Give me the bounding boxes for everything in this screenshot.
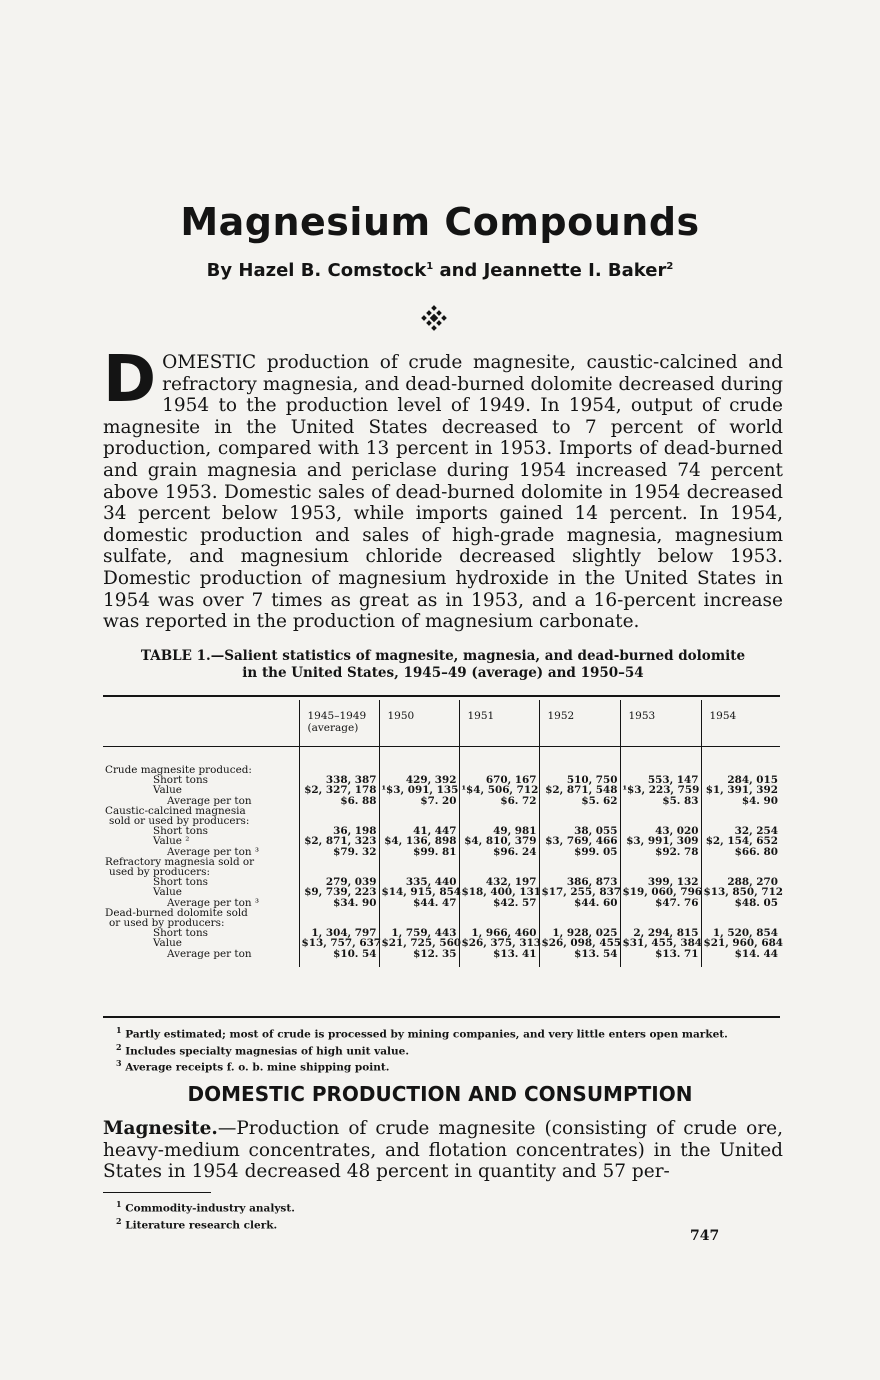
- table-footnote: $^2$ Includes specialty magnesias of high unit value.: [116, 1041, 409, 1057]
- table-cell: $19, 060, 796: [620, 887, 701, 897]
- table-footnote: $^1$ Partly estimated; most of crude is processed by mining companies, and very little enters open market.: [116, 1025, 728, 1041]
- table-cell: ¹$3, 223, 759: [620, 785, 701, 795]
- table-cell: $31, 455, 384: [620, 938, 701, 948]
- spacer-cell: [620, 747, 701, 766]
- table-cell: $3, 769, 466: [539, 836, 620, 846]
- column-header: 1953: [620, 700, 701, 747]
- table-cell: 1, 520, 854: [701, 928, 780, 938]
- table-cell: 49, 981: [459, 826, 539, 836]
- table-cell: 510, 750: [539, 775, 620, 785]
- table-cell: $6. 72: [459, 796, 539, 806]
- row-label: Average per ton: [167, 947, 252, 960]
- table-cell: 338, 387: [299, 775, 379, 785]
- table-cell: [299, 908, 379, 918]
- table-body: [103, 747, 784, 967]
- row-label: Caustic-calcined magnesia: [105, 804, 246, 817]
- table-cell: $10. 54: [299, 949, 379, 959]
- table-cell: $18, 400, 131: [459, 887, 539, 897]
- table-cell: 1, 304, 797: [299, 928, 379, 938]
- table-cell: 670, 167: [459, 775, 539, 785]
- column-header: 1954: [701, 700, 780, 747]
- byline-prefix: By: [206, 260, 239, 281]
- table-cell: $4. 90: [701, 796, 780, 806]
- table-cell: $66. 80: [701, 847, 780, 857]
- table-cell: $4, 810, 379: [459, 836, 539, 846]
- table-cell: $34. 90: [299, 898, 379, 908]
- table-cell: $13. 41: [459, 949, 539, 959]
- table-cell: $17, 255, 837: [539, 887, 620, 897]
- footnote-rule: [103, 1192, 211, 1193]
- table-caption-line-2: in the United States, 1945–49 (average) and 1950–54: [242, 665, 644, 681]
- column-header: 1945–1949 (average): [299, 700, 379, 747]
- table-cell: 335, 440: [379, 877, 459, 887]
- column-header: [103, 700, 299, 747]
- table-cell: ¹$4, 506, 712: [459, 785, 539, 795]
- row-label: Value: [153, 784, 182, 797]
- author-2-mark: 2: [666, 261, 674, 272]
- table-cell: [299, 857, 379, 867]
- table-cell: $44. 60: [539, 898, 620, 908]
- table-header-row: [103, 700, 780, 747]
- author-2: Jeannette I. Baker: [483, 260, 667, 281]
- row-label: Crude magnesite produced:: [105, 764, 252, 776]
- spacer-cell: [539, 959, 620, 967]
- table-cell: 553, 147: [620, 775, 701, 785]
- table-cell: [379, 857, 459, 867]
- table-cell: 1, 928, 025: [539, 928, 620, 938]
- page-number: 747: [690, 1228, 720, 1244]
- table-cell: $6. 88: [299, 796, 379, 806]
- table-cell: 2, 294, 815: [620, 928, 701, 938]
- table-footnote: $^3$ Average receipts f. o. b. mine shipping point.: [116, 1058, 390, 1074]
- table-cell: 43, 020: [620, 826, 701, 836]
- table-cell: [701, 908, 780, 918]
- row-label: Value: [153, 937, 182, 950]
- table-cell: 41, 447: [379, 826, 459, 836]
- table-cell: $3, 991, 309: [620, 836, 701, 846]
- spacer-cell: [459, 959, 539, 967]
- table-cell: $26, 375, 313: [459, 938, 539, 948]
- paragraph-text: —Production of crude magnesite (consisting of crude ore, heavy-medium concentrates, and flotation concentrates) in the United States in 1954 decreased 48 percent in quantity and 57 per-: [103, 1118, 783, 1182]
- row-label: Dead-burned dolomite sold: [105, 906, 248, 919]
- table-caption: [103, 648, 783, 682]
- spacer-row: [103, 747, 780, 766]
- author-footnote: $^2$ Literature research clerk.: [116, 1215, 278, 1231]
- table-cell: 432, 197: [459, 877, 539, 887]
- page-title: Magnesium Compounds: [180, 200, 700, 244]
- table-cell: [459, 857, 539, 867]
- table-cell: 1, 966, 460: [459, 928, 539, 938]
- table-cell: [379, 806, 459, 816]
- spacer-cell: [620, 959, 701, 967]
- drop-cap: D: [103, 343, 157, 417]
- row-label: Short tons: [153, 876, 208, 889]
- spacer-cell: [701, 747, 780, 766]
- table-cell: 279, 039: [299, 877, 379, 887]
- table-cell: [620, 806, 701, 816]
- table-cell: 288, 270: [701, 877, 780, 887]
- table-footnotes: [116, 1024, 796, 1074]
- table-cell: $13. 54: [539, 949, 620, 959]
- table-cell: [459, 806, 539, 816]
- table-cell: 1, 759, 443: [379, 928, 459, 938]
- section-heading: DOMESTIC PRODUCTION AND CONSUMPTION: [187, 1082, 693, 1106]
- table-cell: $2, 327, 178: [299, 785, 379, 795]
- table-caption-line-1: TABLE 1.—Salient statistics of magnesite, magnesia, and dead-burned dolomite: [140, 648, 746, 664]
- table-cell: $1, 391, 392: [701, 785, 780, 795]
- column-header: 1952: [539, 700, 620, 747]
- table-cell: [539, 857, 620, 867]
- author-footnotes: [116, 1198, 616, 1231]
- table-cell: 284, 015: [701, 775, 780, 785]
- table-cell: [539, 806, 620, 816]
- table-cell: $99. 05: [539, 847, 620, 857]
- row-label: sold or used by producers:: [109, 815, 250, 828]
- author-1: Hazel B. Comstock: [238, 260, 427, 281]
- table-cell: $7. 20: [379, 796, 459, 806]
- spacer-row: [103, 959, 780, 967]
- table-cell: 32, 254: [701, 826, 780, 836]
- diamond-ornament-icon: [421, 305, 447, 331]
- table-cell: $26, 098, 455: [539, 938, 620, 948]
- spacer-cell: [103, 747, 299, 766]
- spacer-cell: [379, 747, 459, 766]
- table-cell: $2, 871, 323: [299, 836, 379, 846]
- author-footnote: $^1$ Commodity-industry analyst.: [116, 1199, 295, 1215]
- table-cell: $48. 05: [701, 898, 780, 908]
- salient-statistics-table: [103, 700, 784, 967]
- table-cell: $2, 154, 652: [701, 836, 780, 846]
- table-row: [103, 949, 780, 959]
- table-cell: $79. 32: [299, 847, 379, 857]
- row-label: Average per ton ³: [167, 896, 260, 909]
- table-cell: 386, 873: [539, 877, 620, 887]
- table-top-rule: [103, 695, 780, 697]
- table-cell: $44. 47: [379, 898, 459, 908]
- table-bottom-rule: [103, 1016, 780, 1018]
- table-cell: [701, 806, 780, 816]
- spacer-cell: [539, 747, 620, 766]
- spacer-cell: [379, 959, 459, 967]
- table-cell: 38, 055: [539, 826, 620, 836]
- spacer-cell: [701, 959, 780, 967]
- table-cell: [620, 908, 701, 918]
- spacer-cell: [299, 747, 379, 766]
- table-cell: $14. 44: [701, 949, 780, 959]
- table-cell: $2, 871, 548: [539, 785, 620, 795]
- table-cell: $21, 960, 684: [701, 938, 780, 948]
- byline: [0, 260, 880, 281]
- table-cell: $47. 76: [620, 898, 701, 908]
- row-label: Value ²: [153, 835, 190, 848]
- table-cell: $9, 739, 223: [299, 887, 379, 897]
- table-cell: $14, 915, 854: [379, 887, 459, 897]
- row-label: Short tons: [153, 927, 208, 940]
- row-label: Refractory magnesia sold or: [105, 855, 255, 868]
- row-label: Average per ton: [167, 794, 252, 807]
- row-label: Average per ton ³: [167, 845, 260, 858]
- byline-and: and: [433, 260, 484, 281]
- spacer-cell: [459, 747, 539, 766]
- table-cell: [620, 857, 701, 867]
- table-cell: $13, 850, 712: [701, 887, 780, 897]
- table-cell: $13. 71: [620, 949, 701, 959]
- table-cell: [379, 908, 459, 918]
- table-cell: ¹$3, 091, 135: [379, 785, 459, 795]
- table-cell: 429, 392: [379, 775, 459, 785]
- intro-text: OMESTIC production of crude magnesite, caustic-calcined and refractory magnesia, and dead-burned dolomite decreased during 1954 to the production level of 1949. In 1954, output of crude magnesite in the United States decreased to 7 percent of world production, compared with 13 percent in 1953. Imports of dead-burned and grain magnesia and periclase during 1954 increased 74 percent above 1953. Domestic sales of dead-burned dolomite in 1954 decreased 34 percent below 1953, while imports gained 14 percent. In 1954, domestic production and sales of high-grade magnesia, magnesium sulfate, and magnesium chloride decreased slightly below 1953. Domestic production of magnesium hydroxide in the United States in 1954 was over 7 times as great as in 1953, and a 16-percent increase was reported in the production of magnesium carbonate.: [103, 352, 783, 633]
- table-cell: 399, 132: [620, 877, 701, 887]
- table-cell: $4, 136, 898: [379, 836, 459, 846]
- table-cell: $42. 57: [459, 898, 539, 908]
- spacer-cell: [103, 959, 299, 967]
- author-1-mark: 1: [426, 261, 434, 272]
- table-cell: $5. 83: [620, 796, 701, 806]
- table-cell: $13, 757, 637: [299, 938, 379, 948]
- table-cell: $92. 78: [620, 847, 701, 857]
- row-label: Short tons: [153, 774, 208, 787]
- column-header: 1950: [379, 700, 459, 747]
- row-label: Value: [153, 886, 182, 899]
- table-cell: $12. 35: [379, 949, 459, 959]
- intro-paragraph: [103, 343, 783, 633]
- table-cell: 36, 198: [299, 826, 379, 836]
- table-cell: [459, 908, 539, 918]
- table-cell: [539, 908, 620, 918]
- table-cell: [299, 806, 379, 816]
- table-cell: $5. 62: [539, 796, 620, 806]
- table-cell: [701, 857, 780, 867]
- body-paragraph: [103, 1118, 783, 1183]
- table-cell: $21, 725, 560: [379, 938, 459, 948]
- row-label: Short tons: [153, 825, 208, 838]
- table-cell: $99. 81: [379, 847, 459, 857]
- column-header: 1951: [459, 700, 539, 747]
- paragraph-lead: Magnesite.: [103, 1118, 218, 1139]
- row-label: or used by producers:: [109, 917, 225, 930]
- row-label: used by producers:: [109, 866, 210, 879]
- table-cell: $96. 24: [459, 847, 539, 857]
- spacer-cell: [299, 959, 379, 967]
